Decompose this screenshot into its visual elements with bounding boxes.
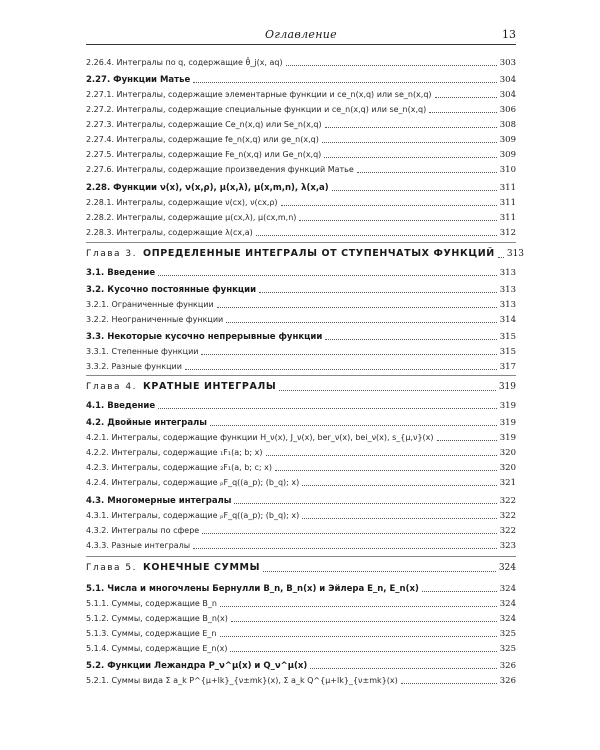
toc-entry[interactable]	[86, 211, 516, 225]
leader-dots	[332, 181, 497, 191]
toc-chapter-page: 319	[498, 382, 516, 392]
toc-entry[interactable]	[86, 118, 516, 132]
leader-dots	[158, 399, 497, 409]
leader-dots	[234, 494, 496, 504]
toc-entry-label: 3.3.1. Степенные функции	[86, 347, 199, 356]
toc-entry[interactable]	[86, 56, 516, 70]
toc-entry[interactable]	[86, 627, 516, 641]
toc-section[interactable]	[86, 659, 516, 673]
toc-entry-label: 2.27.6. Интегралы, содержащие произведения функций Матье	[86, 165, 354, 174]
toc-entry-label: 3.2.2. Неограниченные функции	[86, 315, 224, 324]
toc-entry-page: 319	[499, 433, 516, 443]
leader-dots	[263, 560, 496, 572]
toc-entry-label: 2.27.5. Интегралы, содержащие Fe_n(x,q) или Ge_n(x,q)	[86, 150, 322, 159]
chapter-divider	[86, 375, 516, 376]
toc-entry-label: 2.26.4. Интегралы по q, содержащие θ̂_j(x, aq)	[86, 58, 283, 67]
toc-section[interactable]	[86, 181, 516, 195]
toc-section-page: 311	[499, 183, 516, 193]
leader-dots	[302, 476, 497, 486]
toc-section-label: 4.1. Введение	[86, 401, 156, 411]
leader-dots	[266, 446, 497, 456]
leader-dots	[325, 330, 496, 340]
toc-entry-label: 4.2.2. Интегралы, содержащие ₁F₁(a; b; x)	[86, 448, 263, 457]
toc-chapter-label	[86, 560, 260, 576]
leader-dots	[322, 133, 497, 143]
toc-section-label: 3.3. Некоторые кусочно непрерывные функции	[86, 332, 323, 342]
toc-entry-label: 4.2.3. Интегралы, содержащие ₂F₁(a, b; c; x)	[86, 463, 273, 472]
toc-section-page: 313	[499, 285, 516, 295]
toc-entry[interactable]	[86, 196, 516, 210]
toc-section-label: 3.2. Кусочно постоянные функции	[86, 285, 257, 295]
toc-chapter-page: 324	[498, 563, 516, 573]
toc-entry-page: 312	[499, 228, 516, 238]
toc-section-label: 4.3. Многомерные интегралы	[86, 496, 232, 506]
leader-dots	[217, 298, 497, 308]
toc-entry-page: 306	[499, 105, 516, 115]
leader-dots	[220, 597, 497, 607]
toc-entry-page: 320	[499, 463, 516, 473]
toc-entry-label: 3.3.2. Разные функции	[86, 362, 182, 371]
leader-dots	[281, 196, 497, 206]
toc-section[interactable]	[86, 283, 516, 297]
toc-entry-page: 323	[499, 541, 516, 551]
toc-section[interactable]	[86, 73, 516, 87]
toc-section-label: 2.28. Функции ν(x), ν(x,ρ), μ(x,λ), μ(x,m,n), λ(x,a)	[86, 183, 329, 193]
toc-entry[interactable]	[86, 88, 516, 102]
toc-chapter[interactable]	[86, 560, 516, 576]
toc-entry-page: 303	[499, 58, 516, 68]
toc-section-label: 3.1. Введение	[86, 268, 156, 278]
toc-section-label: 4.2. Двойные интегралы	[86, 418, 207, 428]
toc-entry[interactable]	[86, 539, 516, 553]
toc-section[interactable]	[86, 399, 516, 413]
running-head	[86, 28, 516, 45]
toc-entry[interactable]	[86, 298, 516, 312]
toc-entry-label: 2.27.3. Интегралы, содержащие Ce_n(x,q) или Se_n(x,q)	[86, 120, 322, 129]
toc-section[interactable]	[86, 494, 516, 508]
leader-dots	[422, 582, 497, 592]
toc-entry-page: 311	[499, 198, 516, 208]
toc-section-page: 304	[499, 75, 516, 85]
toc-section[interactable]	[86, 266, 516, 280]
leader-dots	[279, 379, 495, 391]
leader-dots	[325, 118, 497, 128]
leader-dots	[230, 642, 496, 652]
leader-dots	[202, 524, 497, 534]
toc-chapter[interactable]	[86, 379, 516, 395]
toc-entry[interactable]	[86, 597, 516, 611]
leader-dots	[401, 674, 497, 684]
toc-section-page: 319	[499, 418, 516, 428]
toc-entry[interactable]	[86, 345, 516, 359]
toc-entry-label: 2.27.4. Интегралы, содержащие fe_n(x,q) или ge_n(x,q)	[86, 135, 319, 144]
leader-dots	[357, 163, 497, 173]
toc-entry-page: 309	[499, 150, 516, 160]
toc-entry-page: 324	[499, 599, 516, 609]
chapter-word: Глава 3.	[86, 249, 138, 259]
leader-dots	[158, 266, 497, 276]
toc-entry-page: 325	[499, 629, 516, 639]
leader-dots	[299, 211, 496, 221]
toc-entry-page: 309	[499, 135, 516, 145]
toc-entry-label: 2.28.3. Интегралы, содержащие λ(cx,a)	[86, 228, 253, 237]
leader-dots	[193, 539, 497, 549]
toc-entry[interactable]	[86, 446, 516, 460]
leader-dots	[324, 148, 496, 158]
toc-entry[interactable]	[86, 524, 516, 538]
toc-entry[interactable]	[86, 226, 516, 240]
toc-entry-page: 311	[499, 213, 516, 223]
chapter-divider	[86, 556, 516, 557]
leader-dots	[220, 627, 497, 637]
toc-entry[interactable]	[86, 509, 516, 523]
leader-dots	[302, 509, 497, 519]
toc-entry-label: 5.1.2. Суммы, содержащие B_n(x)	[86, 614, 228, 623]
leader-dots	[259, 283, 497, 293]
leader-dots	[226, 313, 497, 323]
toc-entry[interactable]	[86, 133, 516, 147]
toc-entry-label: 4.3.1. Интегралы, содержащие ₚF_q((a_p); (b_q); x)	[86, 511, 300, 520]
toc-entry[interactable]	[86, 674, 516, 688]
toc-entry-page: 322	[499, 526, 516, 536]
toc-entry-label: 5.1.4. Суммы, содержащие E_n(x)	[86, 644, 228, 653]
toc-section-page: 324	[499, 584, 516, 594]
toc-entry-page: 315	[499, 347, 516, 357]
leader-dots	[429, 103, 497, 113]
toc-entry-label: 5.1.1. Суммы, содержащие B_n	[86, 599, 217, 608]
toc-entry-label: 4.3.2. Интегралы по сфере	[86, 526, 200, 535]
toc-entry-page: 314	[499, 315, 516, 325]
toc-entry-page: 321	[499, 478, 516, 488]
toc-entry-label: 2.27.1. Интегралы, содержащие элементарные функции и ce_n(x,q) или se_n(x,q)	[86, 90, 432, 99]
toc-chapter-label	[86, 246, 495, 262]
toc-entry-label: 4.3.3. Разные интегралы	[86, 541, 191, 550]
toc-entry-label: 4.2.1. Интегралы, содержащие функции H_ν(x), J_ν(x), ber_ν(x), bei_ν(x), s_{μ,ν}(x)	[86, 433, 434, 442]
toc-entry-page: 313	[499, 300, 516, 310]
toc-entry-page: 325	[499, 644, 516, 654]
toc-section-page: 326	[499, 661, 516, 671]
running-head-page-number: 13	[502, 28, 516, 41]
toc-entry-page: 310	[499, 165, 516, 175]
toc-section-page: 315	[499, 332, 516, 342]
toc-entry-label: 2.28.1. Интегралы, содержащие ν(cx), ν(cx,ρ)	[86, 198, 278, 207]
toc-entry-page: 304	[499, 90, 516, 100]
leader-dots	[435, 88, 497, 98]
toc-entry[interactable]	[86, 163, 516, 177]
toc-entry[interactable]	[86, 148, 516, 162]
leader-dots	[437, 431, 497, 441]
toc-entry[interactable]	[86, 431, 516, 445]
chapter-title: КОНЕЧНЫЕ СУММЫ	[143, 562, 261, 573]
toc-section-label: 5.2. Функции Лежандра P_ν^μ(x) и Q_ν^μ(x)	[86, 661, 308, 671]
toc-entry-label: 5.1.3. Суммы, содержащие E_n	[86, 629, 217, 638]
chapter-word: Глава 5.	[86, 563, 138, 573]
leader-dots	[256, 226, 497, 236]
toc-entry-page: 320	[499, 448, 516, 458]
chapter-word: Глава 4.	[86, 382, 138, 392]
toc-entry-page: 317	[499, 362, 516, 372]
toc-entry[interactable]	[86, 360, 516, 374]
toc-entry[interactable]	[86, 313, 516, 327]
toc-entry[interactable]	[86, 612, 516, 626]
chapter-divider	[86, 242, 516, 243]
chapter-title: КРАТНЫЕ ИНТЕГРАЛЫ	[143, 381, 277, 392]
toc-chapter-page: 313	[506, 249, 525, 259]
toc-section-page: 319	[499, 401, 516, 411]
toc-entry-label: 3.2.1. Ограниченные функции	[86, 300, 214, 309]
leader-dots	[310, 659, 497, 669]
toc-entry-label: 4.2.4. Интегралы, содержащие ₚF_q((a_p); (b_q); x)	[86, 478, 300, 487]
toc-entry-label: 2.27.2. Интегралы, содержащие специальные функции и ce_n(x,q) или se_n(x,q)	[86, 105, 427, 114]
toc-chapter[interactable]	[86, 246, 525, 262]
toc-chapter-label	[86, 379, 276, 395]
toc-entry-page: 322	[499, 511, 516, 521]
toc-entry[interactable]	[86, 103, 516, 117]
toc-entry-page: 324	[499, 614, 516, 624]
toc-entry[interactable]	[86, 476, 516, 490]
toc-section[interactable]	[86, 416, 516, 430]
toc-entry-page: 326	[499, 676, 516, 686]
leader-dots	[286, 56, 497, 66]
leader-dots	[193, 73, 497, 83]
toc-section-label: 5.1. Числа и многочлены Бернулли B_n, B_n(x) и Эйлера E_n, E_n(x)	[86, 584, 419, 594]
chapter-title: ОПРЕДЕЛЕННЫЕ ИНТЕГРАЛЫ ОТ СТУПЕНЧАТЫХ ФУНКЦИЙ	[143, 248, 495, 259]
toc-section-label: 2.27. Функции Матье	[86, 75, 191, 85]
toc-entry-label: 2.28.2. Интегралы, содержащие μ(cx,λ), μ(cx,m,n)	[86, 213, 297, 222]
toc-section[interactable]	[86, 330, 516, 344]
toc-entry-page: 308	[499, 120, 516, 130]
leader-dots	[231, 612, 497, 622]
leader-dots	[210, 416, 497, 426]
running-head-title: Оглавление	[265, 28, 337, 41]
toc-entry[interactable]	[86, 461, 516, 475]
toc-section[interactable]	[86, 582, 516, 596]
leader-dots	[275, 461, 497, 471]
leader-dots	[201, 345, 496, 355]
leader-dots	[498, 246, 504, 258]
toc-entry[interactable]	[86, 642, 516, 656]
toc-entry-label: 5.2.1. Суммы вида Σ a_k P^{μ+lk}_{ν±mk}(x), Σ a_k Q^{μ+lk}_{ν±mk}(x)	[86, 676, 398, 685]
toc-section-page: 322	[499, 496, 516, 506]
toc-section-page: 313	[499, 268, 516, 278]
leader-dots	[185, 360, 497, 370]
